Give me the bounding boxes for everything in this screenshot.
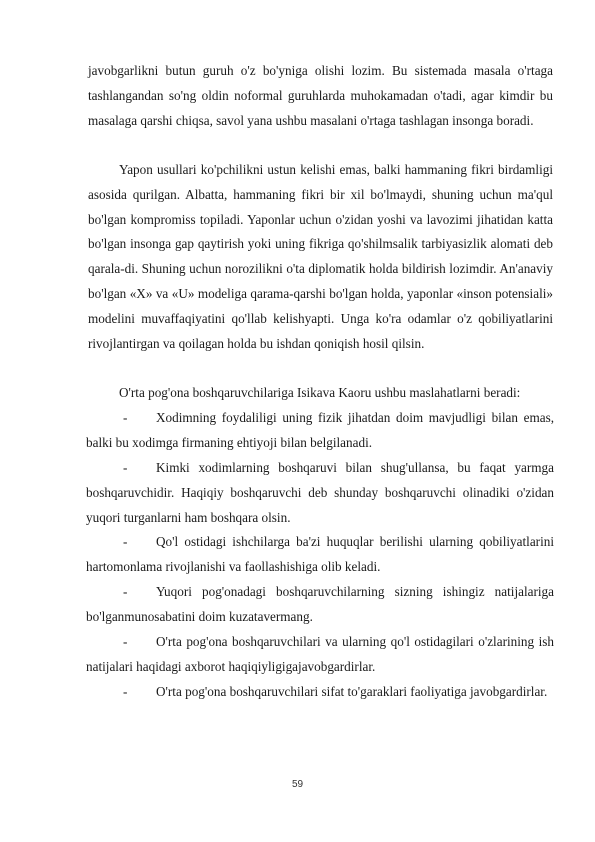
list-item-text: O'rta pog'ona boshqaruvchilari va ularning qo'l ostidagilari o'zlarining ish natijalari haqidagi axborot haqiqiyligigajavobgardirlar. xyxy=(86,634,554,674)
list-item xyxy=(86,680,554,705)
list-item-text: Qo'l ostidagi ishchilarga ba'zi huquqlar berilishi ularning qobiliyatlarini hartomonlama rivojlanishi va faollashishiga olib keladi. xyxy=(86,534,554,574)
paragraph-yapon-usullari: Yapon usullari ko'pchilikni ustun kelishi emas, balki hammaning fikri birdamligi asosida qurilgan. Albatta, hammaning fikri bir xil bo'lmaydi, shuning uchun ma'qul bo'lgan kompromiss topiladi. Yaponlar uchun o'zidan yoshi va lavozimi jihatidan katta bo'lgan insonga gap qaytirish yoki uning fikriga qo'shilmsalik tarbiyasizlik alomati deb qarala-di. Shuning uchun norozilikni o'ta diplomatik holda bildirish lozimdir. An'anaviy bo'lgan «X» va «U» modeliga qarama-qarshi bo'lgan holda, yaponlar «inson potensiali» modelini muvaffaqiyatini qo'llab kelishyapti. Unga ko'ra odamlar o'z qobiliyatlarini rivojlantirgan va qoilagan holda bu ishdan qoniqish hosil qilsin. xyxy=(88,162,553,351)
intro-line: O'rta pog'ona boshqaruvchilariga Isikava Kaoru ushbu maslahatlarni beradi: xyxy=(119,385,521,400)
page-number: 59 xyxy=(291,779,304,790)
bullet-dash: - xyxy=(123,584,128,599)
list-item xyxy=(86,406,554,456)
list-item xyxy=(86,530,554,580)
paragraph-continuation: javobgarlikni butun guruh o'z bo'yniga olishi lozim. Bu sistemada masala o'rtaga tashlangandan so'ng oldin noformal guruhlarda muhokamadan o'tadi, agar kimdir bu masalaga qarshi chiqsa, savol yana ushbu masalani o'rtaga tashlagan insonga boradi. xyxy=(88,63,553,128)
list-item xyxy=(86,456,554,530)
list-item-text: O'rta pog'ona boshqaruvchilari sifat to'garaklari faoliyatiga javobgardirlar. xyxy=(156,684,548,699)
list-item-text: Kimki xodimlarning boshqaruvi bilan shug'ullansa, bu faqat yarmga boshqaruvchidir. Haqiqiy boshqaruvchi deb shunday boshqaruvchi olinadiki o'zidan yuqori turganlarni ham boshqara olsin. xyxy=(86,460,554,525)
list-item-text: Yuqori pog'onadagi boshqaruvchilarning sizning ishingiz natijalariga bo'lganmunosabatini doim kuzatavermang. xyxy=(86,584,554,624)
list-item xyxy=(86,580,554,630)
list-item-text: Xodimning foydaliligi uning fizik jihatdan doim mavjudligi bilan emas, balki bu xodimga firmaning ehtiyoji bilan belgilanadi. xyxy=(86,410,554,450)
list-item xyxy=(86,630,554,680)
bullet-dash: - xyxy=(123,684,128,699)
bullet-dash: - xyxy=(123,410,128,425)
bullet-dash: - xyxy=(123,460,128,475)
bullet-dash: - xyxy=(123,534,128,549)
bullet-dash: - xyxy=(123,634,128,649)
